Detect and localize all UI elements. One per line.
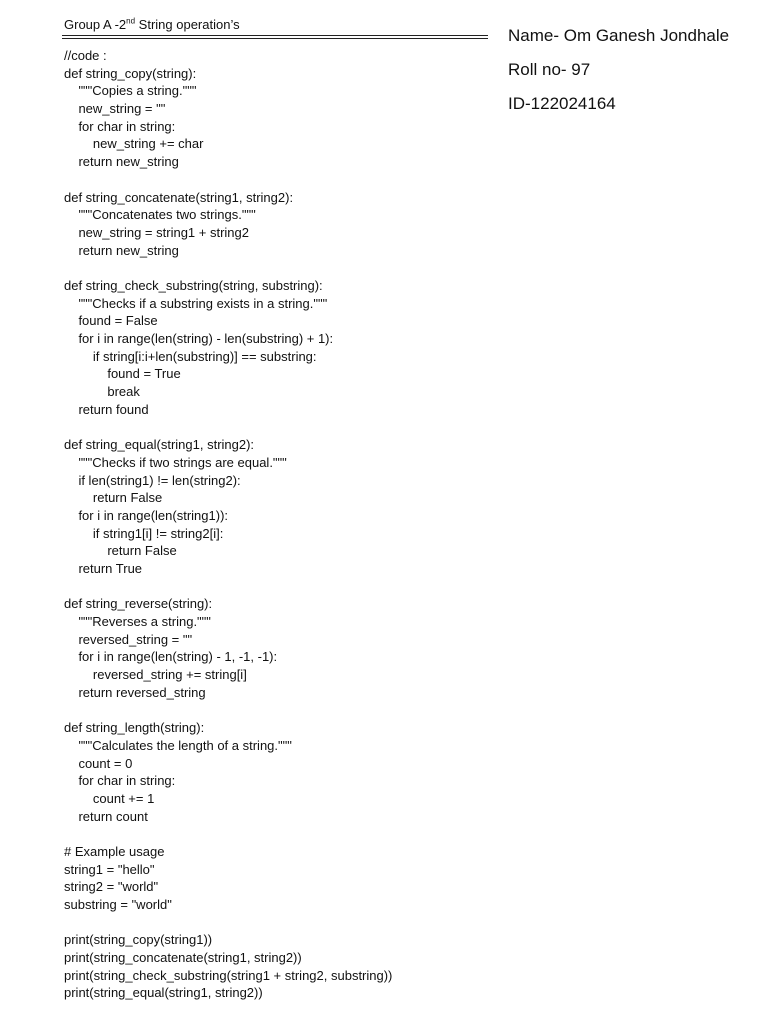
code-line: def string_check_substring(string, substring): xyxy=(64,277,323,293)
code-line: substring = "world" xyxy=(64,897,172,912)
code-line: string2 = "world" xyxy=(64,879,159,895)
code-line: found = False xyxy=(64,313,158,329)
code-line: """Calculates the length of a string.""" xyxy=(64,737,292,753)
title-underline-bottom xyxy=(62,38,488,39)
code-line: print(string_check_substring(string1 + string2, substring)) xyxy=(64,967,393,983)
code-line: if string[i:i+len(substring)] == substring: xyxy=(64,348,317,364)
code-line xyxy=(64,578,704,596)
code-line: reversed_string += string[i] xyxy=(64,667,247,683)
code-line: print(string_copy(string1)) xyxy=(64,932,213,948)
code-line: def string_copy(string): xyxy=(64,65,197,81)
code-line: new_string = "" xyxy=(64,101,166,117)
code-line: return found xyxy=(64,401,149,417)
code-line: //code : xyxy=(64,48,107,63)
code-line: count += 1 xyxy=(64,790,155,806)
code-line xyxy=(64,701,704,719)
code-line: def string_concatenate(string1, string2): xyxy=(64,189,294,205)
code-line: return True xyxy=(64,560,143,576)
code-line: reversed_string = "" xyxy=(64,631,193,647)
code-line: count = 0 xyxy=(64,755,133,771)
code-line: string1 = "hello" xyxy=(64,861,155,877)
code-listing xyxy=(64,47,704,1002)
code-line: def string_equal(string1, string2): xyxy=(64,437,255,453)
student-id: ID-122024164 xyxy=(508,94,616,113)
code-line: for i in range(len(string1)): xyxy=(64,507,229,523)
code-line: print(string_equal(string1, string2)) xyxy=(64,985,263,1001)
title-suffix: String operation’s xyxy=(135,17,240,32)
code-line: break xyxy=(64,384,140,400)
code-line: """Concatenates two strings.""" xyxy=(64,207,256,223)
code-line: return False xyxy=(64,543,177,559)
document-title xyxy=(64,16,240,34)
title-prefix: Group A -2 xyxy=(64,17,127,32)
student-roll-number: Roll no- 97 xyxy=(508,60,591,79)
code-line: def string_reverse(string): xyxy=(64,596,213,612)
code-line: if string1[i] != string2[i]: xyxy=(64,525,224,541)
code-line: return new_string xyxy=(64,154,179,170)
code-line: new_string += char xyxy=(64,136,204,152)
code-line xyxy=(64,259,704,277)
code-line: """Checks if two strings are equal.""" xyxy=(64,454,287,470)
code-line: """Checks if a substring exists in a string.""" xyxy=(64,295,328,311)
code-line: # Example usage xyxy=(64,843,165,859)
code-line xyxy=(64,171,704,189)
code-line xyxy=(64,914,704,932)
code-line: """Copies a string.""" xyxy=(64,83,197,99)
student-name: Name- Om Ganesh Jondhale xyxy=(508,26,730,45)
code-line: for i in range(len(string) - 1, -1, -1): xyxy=(64,649,278,665)
title-underline-top xyxy=(62,35,488,36)
code-line: return new_string xyxy=(64,242,179,258)
code-line: found = True xyxy=(64,366,181,382)
code-line: for char in string: xyxy=(64,773,176,789)
code-line: def string_length(string): xyxy=(64,720,205,736)
title-superscript: nd xyxy=(126,16,136,26)
code-line: if len(string1) != len(string2): xyxy=(64,472,241,488)
code-line: new_string = string1 + string2 xyxy=(64,224,249,240)
code-line: for i in range(len(string) - len(substring) + 1): xyxy=(64,331,334,346)
code-line: return reversed_string xyxy=(64,684,206,700)
code-line xyxy=(64,418,704,436)
code-line: for char in string: xyxy=(64,118,176,134)
code-line: return False xyxy=(64,490,163,506)
code-line: return count xyxy=(64,808,148,824)
code-line xyxy=(64,825,704,843)
code-line: """Reverses a string.""" xyxy=(64,614,211,629)
code-line: print(string_concatenate(string1, string2)) xyxy=(64,950,302,966)
